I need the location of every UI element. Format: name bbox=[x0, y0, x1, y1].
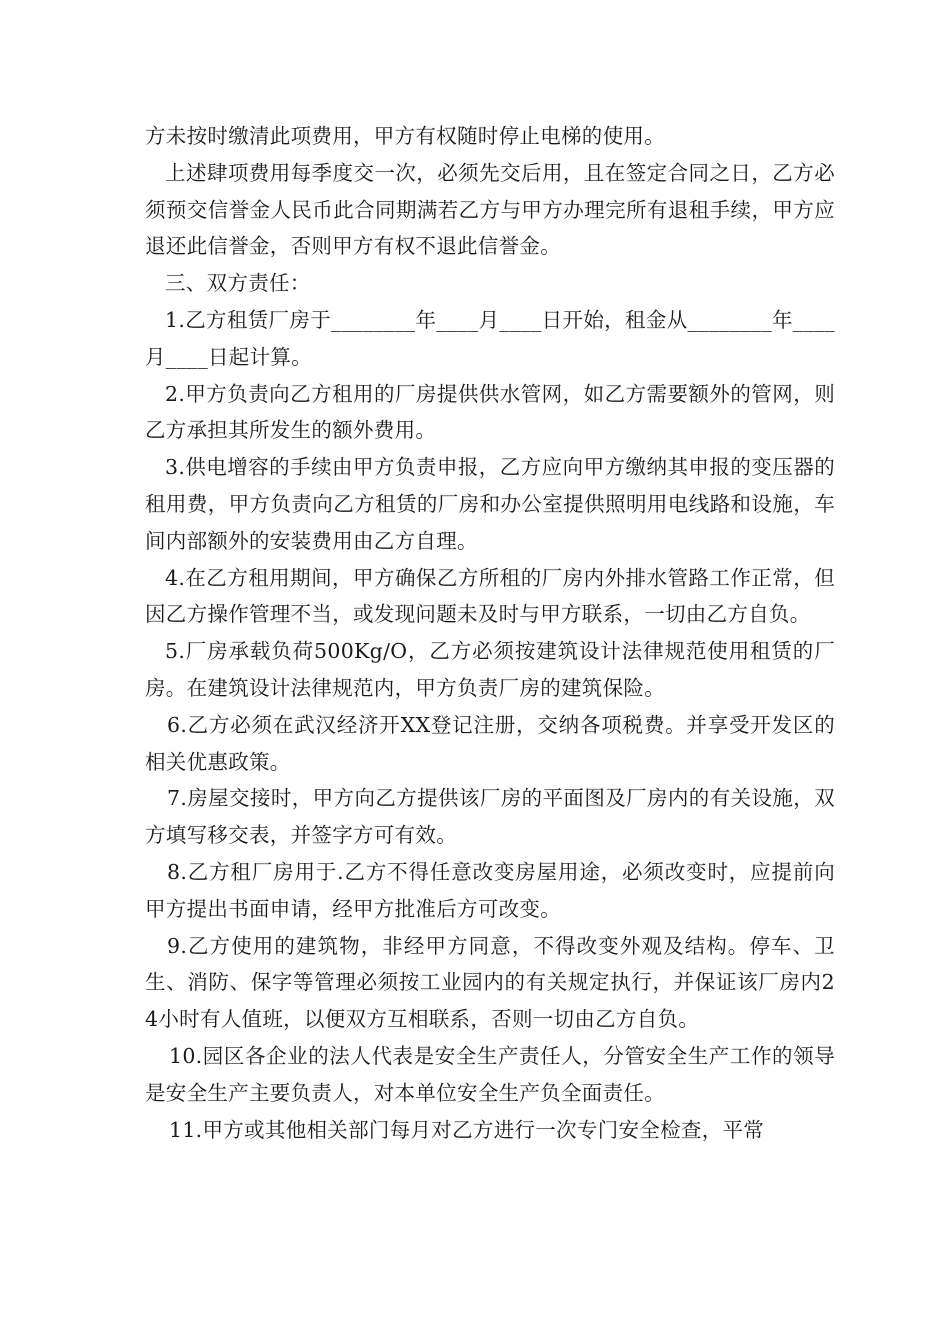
clause-9: 9.乙方使用的建筑物，非经甲方同意，不得改变外观及结构。停车、卫生、消防、保字等管理必须按工业园内的有关规定执行，并保证该厂房内24小时有人值班，以便双方互相联系，否则一切由乙方自负。 bbox=[145, 933, 835, 1032]
paragraph-deposit: 上述肆项费用每季度交一次，必须先交后用，且在签定合同之日，乙方必须预交信誉金人民币此合同期满若乙方与甲方办理完所有退租手续，甲方应退还此信誉金，否则甲方有权不退此信誉金。 bbox=[145, 160, 835, 259]
paragraph-fee-continued: 方未按时缴清此项费用，甲方有权随时停止电梯的使用。 bbox=[145, 124, 665, 148]
document-body bbox=[145, 118, 835, 1148]
clause-10: 10.园区各企业的法人代表是安全生产责任人，分管安全生产工作的领导是安全生产主要负责人，对本单位安全生产负全面责任。 bbox=[145, 1043, 835, 1105]
clause-11: 11.甲方或其他相关部门每月对乙方进行一次专门安全检查，平常 bbox=[169, 1117, 765, 1142]
clause-8: 8.乙方租厂房用于.乙方不得任意改变房屋用途，必须改变时，应提前向甲方提出书面申请，经甲方批准后方可改变。 bbox=[145, 859, 835, 921]
clause-3: 3.供电增容的手续由甲方负责申报，乙方应向甲方缴纳其申报的变压器的租用费，甲方负责向乙方租赁的厂房和办公室提供照明用电线路和设施，车间内部额外的安装费用由乙方自理。 bbox=[145, 455, 835, 553]
clause-4: 4.在乙方租用期间，甲方确保乙方所租的厂房内外排水管路工作正常，但因乙方操作管理不当，或发现问题未及时与甲方联系，一切由乙方自负。 bbox=[145, 565, 835, 627]
clause-2: 2.甲方负责向乙方租用的厂房提供供水管网，如乙方需要额外的管网，则乙方承担其所发生的额外费用。 bbox=[145, 381, 835, 443]
clause-6: 6.乙方必须在武汉经济开XX登记注册，交纳各项税费。并享受开发区的相关优惠政策。 bbox=[145, 712, 835, 774]
section-heading-responsibilities: 三、双方责任： bbox=[165, 271, 311, 296]
clause-7: 7.房屋交接时，甲方向乙方提供该厂房的平面图及厂房内的有关设施，双方填写移交表，并签字方可有效。 bbox=[145, 786, 835, 848]
clause-1: 1.乙方租赁厂房于________年____月____日开始，租金从________年____月____日起计算。 bbox=[145, 307, 835, 369]
clause-5: 5.厂房承载负荷500Kg/O，乙方必须按建筑设计法律规范使用租赁的厂房。在建筑设计法律规范内，甲方负责厂房的建筑保险。 bbox=[145, 639, 835, 700]
